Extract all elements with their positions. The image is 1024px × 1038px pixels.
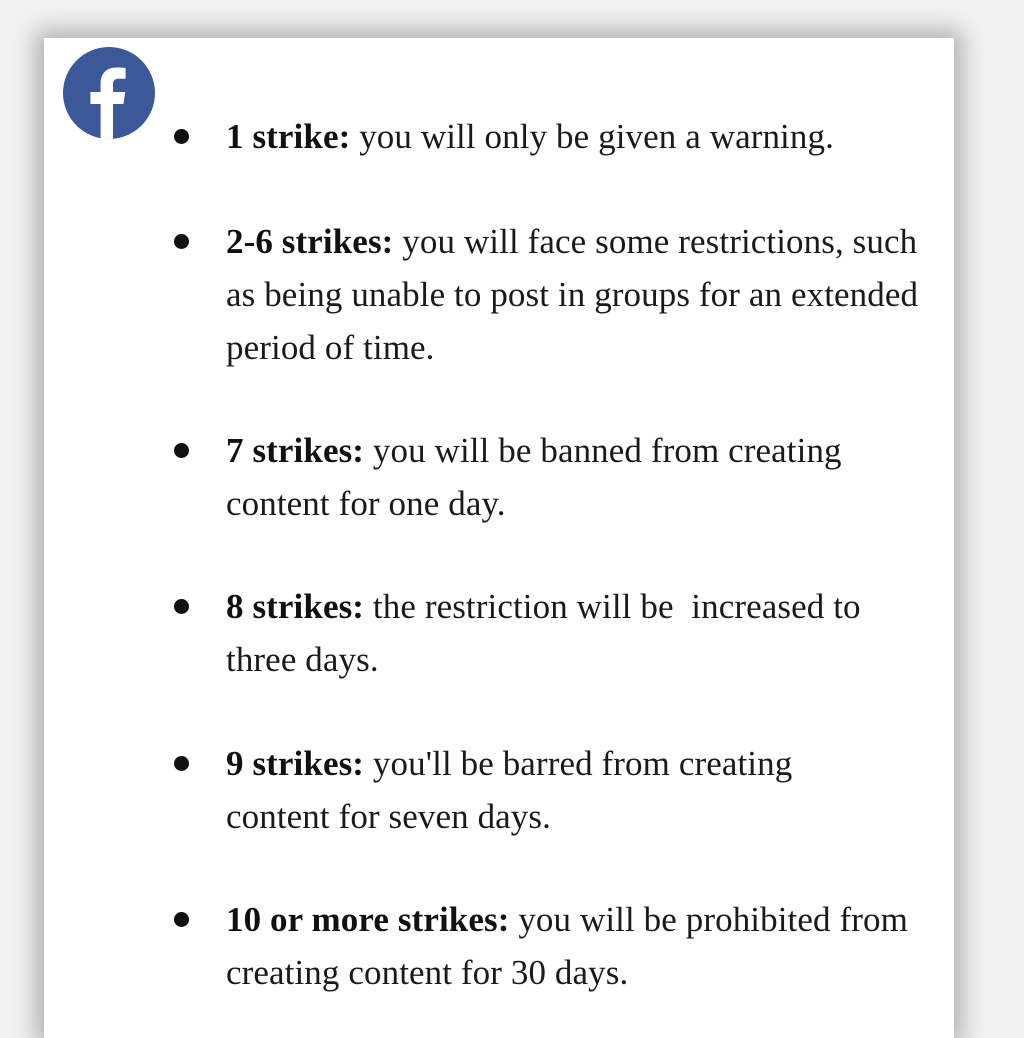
bullet-dot: [174, 912, 189, 927]
bullet-dot: [174, 443, 189, 458]
strike-item-2: [226, 215, 934, 374]
bullet-dot: [174, 599, 189, 614]
strike-label: 7 strikes:: [226, 431, 365, 470]
strike-description: you'll be barred from creating content for seven days.: [226, 744, 793, 836]
strike-label: 1 strike:: [226, 117, 351, 156]
strike-label: 2-6 strikes:: [226, 222, 394, 261]
bullet-dot: [174, 756, 189, 771]
strike-description: you will only be given a warning.: [350, 117, 834, 156]
strike-item-3: [226, 424, 926, 530]
strike-label: 10 or more strikes:: [226, 900, 510, 939]
strike-description: you will be banned from creating content for one day.: [226, 431, 842, 523]
strike-item-6: [226, 893, 926, 999]
strike-item-4: [226, 580, 906, 686]
strike-description: you will face some restrictions, such as being unable to post in groups for an extended period of time.: [226, 222, 919, 367]
strike-label: 8 strikes:: [226, 587, 365, 626]
strike-description: the restriction will be increased to three days.: [226, 587, 870, 679]
strike-item-1: [226, 110, 946, 163]
strike-label: 9 strikes:: [226, 744, 365, 783]
bullet-dot: [174, 129, 189, 144]
strike-policy-card: [44, 38, 954, 1038]
strike-description: you will be prohibited from creating content for 30 days.: [226, 900, 908, 992]
facebook-logo-icon: [63, 47, 155, 139]
bullet-dot: [174, 234, 189, 249]
strike-item-5: [226, 737, 886, 843]
